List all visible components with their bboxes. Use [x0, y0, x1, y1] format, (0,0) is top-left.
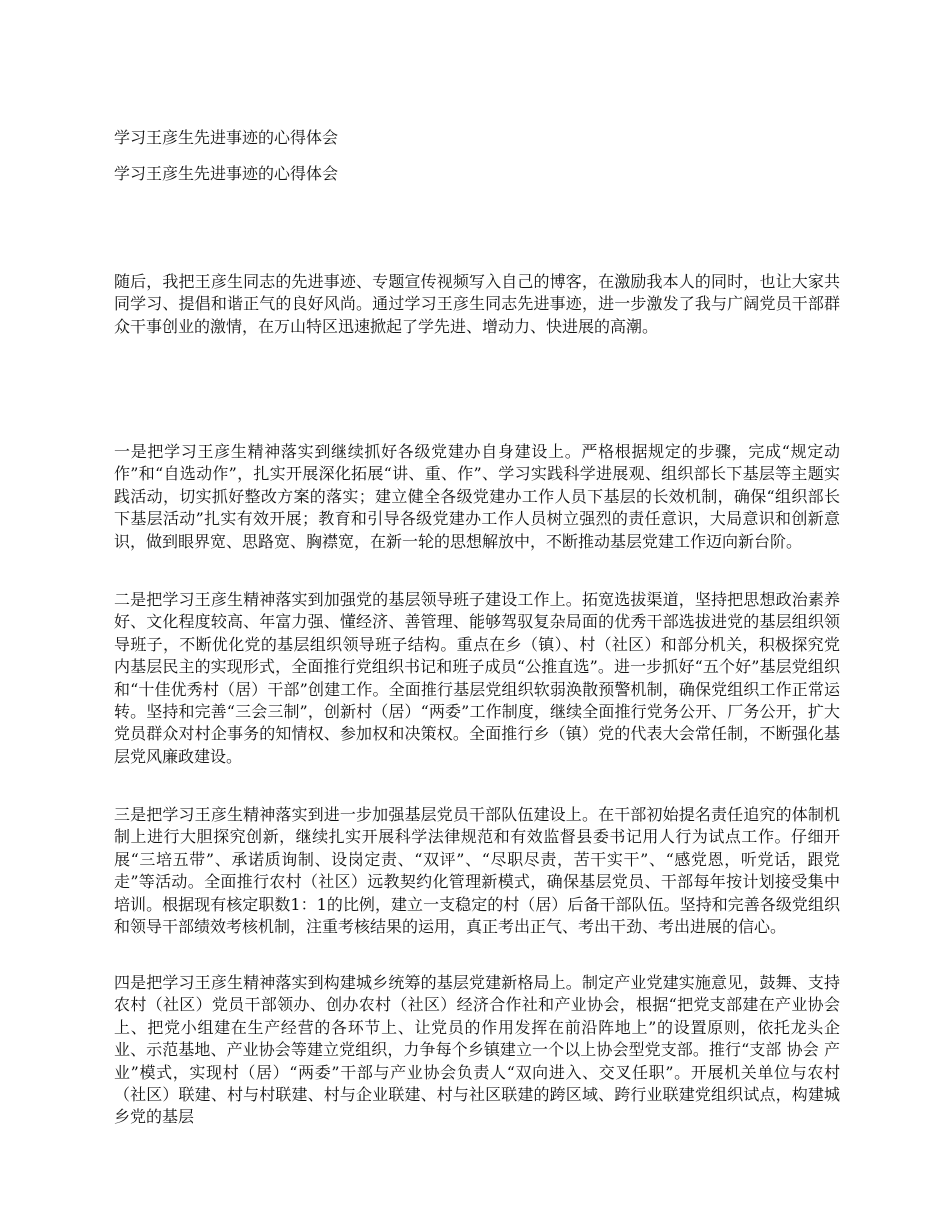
document-subtitle: 学习王彦生先进事迹的心得体会	[114, 164, 339, 183]
paragraph-4: 四是把学习王彦生精神落实到构建城乡统筹的基层党建新格局上。制定产业党建实施意见，鼓舞、支持农村（社区）党员干部领办、创办农村（社区）经济合作社和产业协会，根据“把党支部建在产业协会上、把党小组建在生产经营的各环节上、让党员的作用发挥在前沿阵地上”的设置原则，依托龙头企业、示范基地、产业协会等建立党组织，力争每个乡镇建立一个以上协会型党支部。推行“支部 协会 产业”模式，实现村（居）“两委”干部与产业协会负责人“双向进入、交叉任职”。开展机关单位与农村（社区）联建、村与村联建、村与企业联建、村与社区联建的跨区域、跨行业联建党组织试点，构建城乡党的基层	[114, 973, 840, 1127]
paragraph-1: 一是把学习王彦生精神落实到继续抓好各级党建办自身建设上。严格根据规定的步骤，完成“规定动作”和“自选动作”，扎实开展深化拓展“讲、重、作”、学习实践科学进展观、组织部长下基层等主题实践活动，切实抓好整改方案的落实；建立健全各级党建办工作人员下基层的长效机制，确保“组织部长下基层活动”扎实有效开展；教育和引导各级党建办工作人员树立强烈的责任意识，大局意识和创新意识，做到眼界宽、思路宽、胸襟宽，在新一轮的思想解放中，不断推动基层党建工作迈向新台阶。	[114, 442, 840, 551]
document-title: 学习王彦生先进事迹的心得体会	[114, 128, 339, 147]
paragraph-3: 三是把学习王彦生精神落实到进一步加强基层党员干部队伍建设上。在干部初始提名责任追究的体制机制上进行大胆探究创新，继续扎实开展科学法律规范和有效监督县委书记用人行为试点工作。仔细开展“三培五带”、承诺质询制、设岗定责、“双评”、“尽职尽责，苦干实干”、“感党恩，听党话，跟党走”等活动。全面推行农村（社区）远教契约化管理新模式，确保基层党员、干部每年按计划接受集中培训。根据现有核定职数1：1的比例，建立一支稳定的村（居）后备干部队伍。坚持和完善各级党组织和领导干部绩效考核机制，注重考核结果的运用，真正考出正气、考出干劲、考出进展的信心。	[114, 805, 840, 937]
paragraph-2: 二是把学习王彦生精神落实到加强党的基层领导班子建设工作上。拓宽选拔渠道，坚持把思想政治素养好、文化程度较高、年富力强、懂经济、善管理、能够驾驭复杂局面的优秀干部选拔进党的基层组织领导班子，不断优化党的基层组织领导班子结构。重点在乡（镇）、村（社区）和部分机关，积极探究党内基层民主的实现形式，全面推行党组织书记和班子成员“公推直选”。进一步抓好“五个好”基层党组织和“十佳优秀村（居）干部”创建工作。全面推行基层党组织软弱涣散预警机制，确保党组织工作正常运转。坚持和完善“三会三制”，创新村（居）“两委”工作制度，继续全面推行党务公开、厂务公开，扩大党员群众对村企事务的知情权、参加权和决策权。全面推行乡（镇）党的代表大会常任制，不断强化基层党风廉政建设。	[114, 590, 840, 766]
paragraph-intro: 随后，我把王彦生同志的先进事迹、专题宣传视频写入自己的博客，在激励我本人的同时，也让大家共同学习、提倡和谐正气的良好风尚。通过学习王彦生同志先进事迹，进一步激发了我与广阔党员干部群众干事创业的激情，在万山特区迅速掀起了学先进、增动力、快进展的高潮。	[114, 272, 840, 336]
